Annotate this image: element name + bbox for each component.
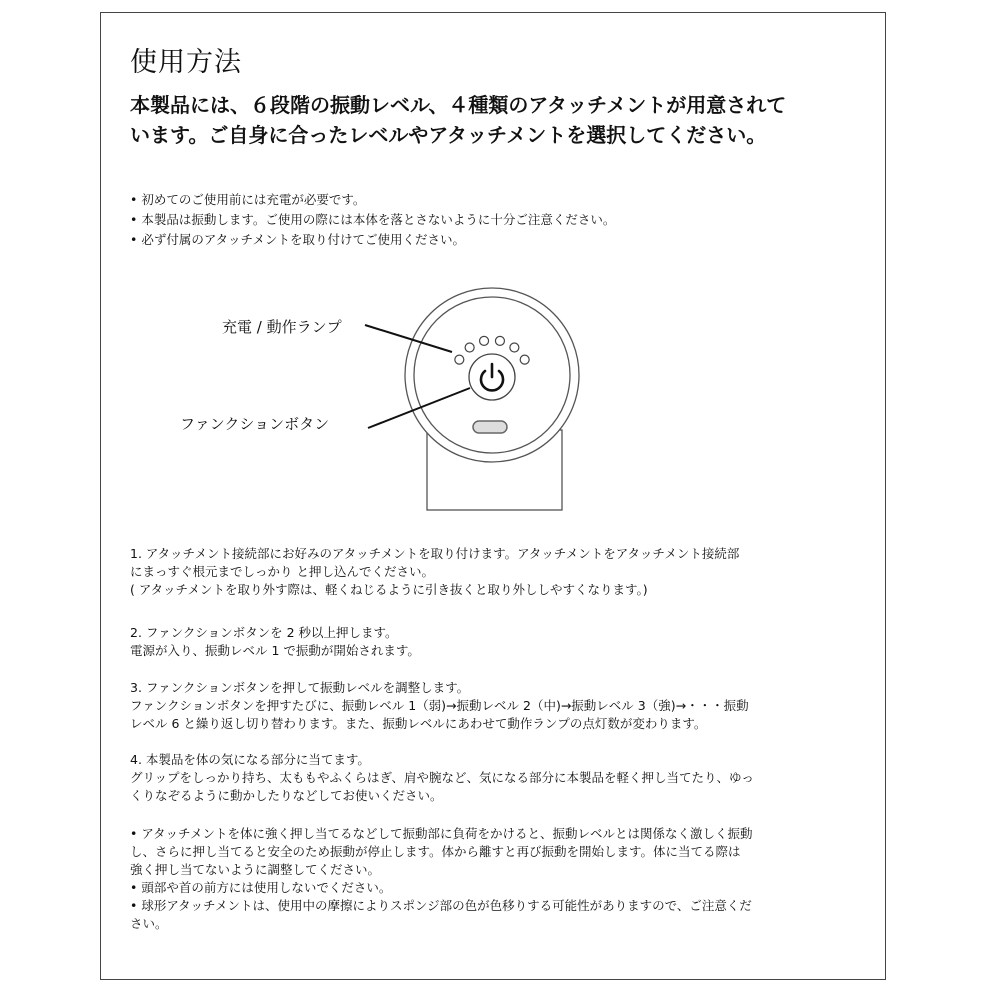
lamp-led [510,343,519,352]
usb-c-port [473,421,507,433]
label-lamp: 充電 / 動作ランプ [222,318,342,336]
lamp-led [520,355,529,364]
step-heading: 3. ファンクションボタンを押して振動レベルを調整します。 [130,680,470,695]
label-function-button: ファンクションボタン [180,415,330,433]
note-item: • 初めてのご使用前には充電が必要です。 [130,192,366,207]
step-2 [130,624,870,660]
caution-text: • アタッチメントを体に強く押し当てるなどして振動部に負荷をかけると、振動レベルとは関係なく激しく振動 [130,826,753,841]
step-text: 電源が入り、振動レベル 1 で振動が開始されます。 [130,643,420,658]
lamp-led [495,336,504,345]
caution-text: し、さらに押し当てると安全のため振動が停止します。体から離すと再び振動を開始します。体に当てる際は [130,844,741,859]
step-text: グリップをしっかり持ち、太ももやふくらはぎ、肩や腕など、気になる部分に本製品を軽く押し当てたり、ゆっ [130,770,754,785]
step-3 [130,679,870,733]
step-heading: 4. 本製品を体の気になる部分に当てます。 [130,752,370,767]
step-4 [130,751,870,805]
note-item: • 本製品は振動します。ご使用の際には本体を落とさないように十分ご注意ください。 [130,212,616,227]
lamp-led [465,343,474,352]
note-item: • 必ず付属のアタッチメントを取り付けてご使用ください。 [130,232,465,247]
caution-text: 強く押し当てないように調整してください。 [130,862,381,877]
step-text: にまっすぐ根元までしっかり と押し込んでください。 [130,564,434,579]
caution-text: • 球形アタッチメントは、使用中の摩擦によりスポンジ部の色が色移りする可能性がありますので、ご注意くだ [130,898,752,913]
caution-text: • 頭部や首の前方には使用しないでください。 [130,880,392,895]
step-text: ファンクションボタンを押すたびに、振動レベル 1（弱)→振動レベル 2（中)→振動レベル 3（強)→・・・振動 [130,698,749,713]
intro-line: 本製品には、６段階の振動レベル、４種類のアタッチメントが用意されて [130,93,787,117]
lamp-led [455,355,464,364]
intro-line: います。ご自身に合ったレベルやアタッチメントを選択してください。 [130,123,767,147]
cautions-list [130,825,870,933]
step-heading: 2. ファンクションボタンを 2 秒以上押します。 [130,625,398,640]
step-1 [130,545,870,599]
step-heading: 1. アタッチメント接続部にお好みのアタッチメントを取り付けます。アタッチメントをアタッチメント接続部 [130,546,740,561]
step-text: ( アタッチメントを取り外す際は、軽くねじるように引き抜くと取り外ししやすくなります。) [130,582,648,597]
step-text: レベル 6 と繰り返し切り替わります。また、振動レベルにあわせて動作ランプの点灯数が変わります。 [130,716,707,731]
lamp-led [480,336,489,345]
page-title: 使用方法 [130,47,242,78]
caution-text: さい。 [130,916,168,931]
step-text: くりなぞるように動かしたりなどしてお使いください。 [130,788,443,803]
